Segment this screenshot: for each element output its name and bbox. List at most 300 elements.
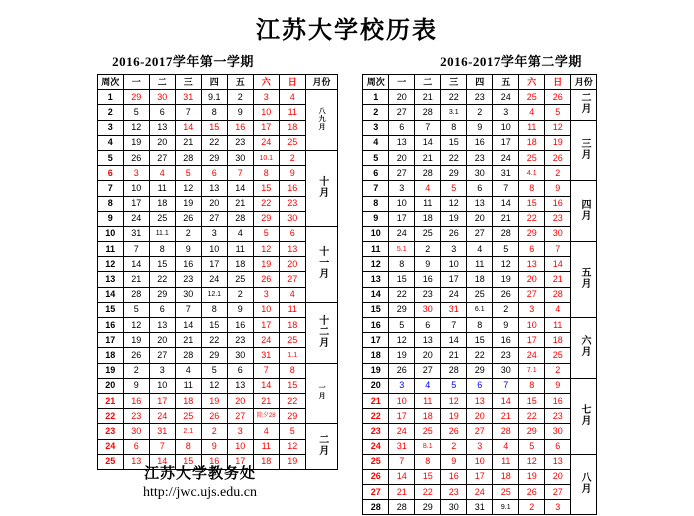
- day-cell: 23: [279, 196, 305, 211]
- day-cell: 19: [519, 469, 545, 484]
- day-cell: 18: [253, 454, 279, 469]
- day-cell: 7: [493, 378, 519, 393]
- column-header-6: 六: [253, 75, 279, 90]
- table-row: [97, 242, 338, 257]
- week-number-cell: 28: [363, 500, 389, 515]
- day-cell: 18: [415, 409, 441, 424]
- table-row: [363, 257, 597, 272]
- day-cell: 7.1: [519, 363, 545, 378]
- week-number-cell: 21: [97, 393, 123, 408]
- footer-url: http://jwc.ujs.edu.cn: [143, 485, 257, 500]
- day-cell: 23: [123, 409, 149, 424]
- day-cell: 14: [493, 196, 519, 211]
- day-cell: 3: [519, 302, 545, 317]
- table-row: [97, 226, 338, 241]
- day-cell: 15: [253, 181, 279, 196]
- day-cell: 24: [253, 135, 279, 150]
- day-cell: 19: [123, 135, 149, 150]
- day-cell: 11: [253, 439, 279, 454]
- column-header-5: 五: [493, 75, 519, 90]
- day-cell: 22: [201, 135, 227, 150]
- week-number-cell: 6: [363, 166, 389, 181]
- day-cell: 10: [467, 454, 493, 469]
- table-row: [363, 348, 597, 363]
- day-cell: 17: [519, 333, 545, 348]
- day-cell: 10: [519, 318, 545, 333]
- day-cell: 19: [253, 257, 279, 272]
- day-cell: 28: [175, 348, 201, 363]
- table-row: [97, 181, 338, 196]
- day-cell: 21: [253, 393, 279, 408]
- day-cell: 24: [149, 409, 175, 424]
- day-cell: 12: [519, 454, 545, 469]
- day-cell: 7: [253, 363, 279, 378]
- day-cell: 30: [467, 166, 493, 181]
- footer-org: 江苏大学教务处: [143, 466, 256, 482]
- week-number-cell: 13: [363, 272, 389, 287]
- day-cell: 3: [441, 242, 467, 257]
- day-cell: 16: [227, 318, 253, 333]
- month-label-cell: 五月: [571, 242, 597, 318]
- week-number-cell: 9: [97, 211, 123, 226]
- month-label-cell: 八九月: [305, 90, 338, 151]
- day-cell: 7: [493, 181, 519, 196]
- day-cell: 22: [467, 348, 493, 363]
- column-header-8: 月份: [305, 75, 338, 90]
- day-cell: 27: [201, 211, 227, 226]
- day-cell: 24: [519, 348, 545, 363]
- day-cell: 3: [253, 90, 279, 105]
- day-cell: 25: [415, 424, 441, 439]
- day-cell: 12.1: [201, 287, 227, 302]
- day-cell: 17: [389, 409, 415, 424]
- day-cell: 29: [519, 226, 545, 241]
- table-row: [97, 196, 338, 211]
- day-cell: 3: [389, 378, 415, 393]
- day-cell: 4: [467, 242, 493, 257]
- day-cell: 18: [279, 318, 305, 333]
- day-cell: 10: [227, 439, 253, 454]
- table-row: [363, 226, 597, 241]
- day-cell: 11: [467, 257, 493, 272]
- table-row: [363, 485, 597, 500]
- day-cell: 8: [415, 454, 441, 469]
- week-number-cell: 15: [363, 302, 389, 317]
- day-cell: 28: [389, 500, 415, 515]
- table-row: [363, 439, 597, 454]
- semester-2-title: 2016-2017学年第二学期: [440, 54, 582, 69]
- day-cell: 18: [545, 333, 571, 348]
- day-cell: 6: [201, 166, 227, 181]
- day-cell: 11: [493, 454, 519, 469]
- day-cell: 7: [123, 242, 149, 257]
- table-row: [363, 272, 597, 287]
- day-cell: 10: [389, 196, 415, 211]
- day-cell: 2: [415, 242, 441, 257]
- day-cell: 21: [545, 272, 571, 287]
- day-cell: 22: [253, 196, 279, 211]
- day-cell: 4: [175, 363, 201, 378]
- day-cell: 14: [123, 257, 149, 272]
- day-cell: 12: [279, 439, 305, 454]
- semester-titles: [27, 51, 667, 70]
- day-cell: 17: [253, 318, 279, 333]
- week-number-cell: 8: [97, 196, 123, 211]
- day-cell: 25: [519, 150, 545, 165]
- day-cell: 26: [545, 90, 571, 105]
- week-number-cell: 25: [363, 454, 389, 469]
- day-cell: 6: [545, 439, 571, 454]
- day-cell: 22: [279, 393, 305, 408]
- day-cell: 20: [149, 333, 175, 348]
- day-cell: 29: [123, 90, 149, 105]
- day-cell: 21: [493, 211, 519, 226]
- day-cell: 31: [389, 439, 415, 454]
- day-cell: 29: [149, 287, 175, 302]
- day-cell: 14: [389, 469, 415, 484]
- day-cell: 21: [415, 150, 441, 165]
- day-cell: 19: [441, 211, 467, 226]
- day-cell: 7: [227, 166, 253, 181]
- day-cell: 30: [227, 150, 253, 165]
- day-cell: 23: [545, 211, 571, 226]
- day-cell: 4: [149, 166, 175, 181]
- month-label-cell: 一月: [305, 363, 338, 424]
- day-cell: 12: [201, 378, 227, 393]
- day-cell: 29: [279, 409, 305, 424]
- month-label-cell: 二月: [571, 90, 597, 120]
- day-cell: 14: [253, 378, 279, 393]
- month-label-cell: 十二月: [305, 302, 338, 363]
- day-cell: 3: [227, 424, 253, 439]
- day-cell: 3: [545, 500, 571, 515]
- day-cell: 16: [545, 393, 571, 408]
- column-header-8: 月份: [571, 75, 597, 90]
- week-number-cell: 3: [363, 120, 389, 135]
- day-cell: 21: [175, 333, 201, 348]
- day-cell: 12: [175, 181, 201, 196]
- day-cell: 27: [389, 105, 415, 120]
- column-header-1: 一: [389, 75, 415, 90]
- day-cell: 9: [493, 318, 519, 333]
- day-cell: 15: [519, 196, 545, 211]
- month-label-cell: 四月: [571, 181, 597, 242]
- day-cell: 21: [493, 409, 519, 424]
- day-cell: 5: [545, 105, 571, 120]
- day-cell: 5: [441, 378, 467, 393]
- table-row: [363, 242, 597, 257]
- day-cell: 24: [389, 226, 415, 241]
- table-row: [363, 211, 597, 226]
- day-cell: 3: [467, 439, 493, 454]
- day-cell: 20: [467, 211, 493, 226]
- week-number-cell: 12: [363, 257, 389, 272]
- day-cell: 22: [441, 90, 467, 105]
- table-row: [97, 257, 338, 272]
- day-cell: 12: [493, 257, 519, 272]
- week-number-cell: 10: [97, 226, 123, 241]
- day-cell: 23: [227, 333, 253, 348]
- table-row: [363, 135, 597, 150]
- week-number-cell: 25: [97, 454, 123, 469]
- day-cell: 31: [467, 500, 493, 515]
- day-cell: 10: [149, 378, 175, 393]
- day-cell: 9: [545, 181, 571, 196]
- day-cell: 30: [493, 363, 519, 378]
- table-row: [97, 393, 338, 408]
- day-cell: 1.1: [279, 348, 305, 363]
- day-cell: 22: [149, 272, 175, 287]
- table-row: [97, 105, 338, 120]
- day-cell: 25: [493, 485, 519, 500]
- day-cell: 27: [279, 272, 305, 287]
- day-cell: 19: [545, 135, 571, 150]
- week-number-cell: 5: [363, 150, 389, 165]
- day-cell: 11: [149, 181, 175, 196]
- day-cell: 26: [123, 150, 149, 165]
- day-cell: 15: [201, 120, 227, 135]
- day-cell: 19: [123, 333, 149, 348]
- day-cell: 9: [279, 166, 305, 181]
- day-cell: 12: [441, 196, 467, 211]
- day-cell: 2.1: [175, 424, 201, 439]
- month-label-cell: 二月: [305, 424, 338, 470]
- table-row: [363, 105, 597, 120]
- day-cell: 25: [279, 333, 305, 348]
- month-label-cell: 六月: [571, 318, 597, 379]
- day-cell: 15: [415, 469, 441, 484]
- calendar-tables: [0, 74, 694, 515]
- day-cell: 5: [389, 318, 415, 333]
- day-cell: 6: [149, 302, 175, 317]
- day-cell: 8: [441, 120, 467, 135]
- day-cell: 27: [415, 363, 441, 378]
- day-cell: 4: [253, 424, 279, 439]
- day-cell: 24: [493, 90, 519, 105]
- day-cell: 8: [201, 105, 227, 120]
- column-header-4: 四: [467, 75, 493, 90]
- day-cell: 10.1: [253, 150, 279, 165]
- column-header-5: 五: [227, 75, 253, 90]
- day-cell: 23: [545, 409, 571, 424]
- day-cell: 7: [545, 242, 571, 257]
- week-number-cell: 23: [363, 424, 389, 439]
- table-row: [363, 166, 597, 181]
- week-number-cell: 11: [97, 242, 123, 257]
- table-row: [363, 469, 597, 484]
- day-cell: 18: [519, 135, 545, 150]
- day-cell: 3: [493, 105, 519, 120]
- day-cell: 9: [441, 454, 467, 469]
- day-cell: 28: [415, 105, 441, 120]
- table-row: [363, 287, 597, 302]
- day-cell: 13: [415, 333, 441, 348]
- week-number-cell: 2: [363, 105, 389, 120]
- day-cell: 27: [149, 150, 175, 165]
- day-cell: 5.1: [389, 242, 415, 257]
- day-cell: 9: [227, 302, 253, 317]
- day-cell: 5: [253, 226, 279, 241]
- day-cell: 4: [279, 287, 305, 302]
- day-cell: 20: [545, 469, 571, 484]
- day-cell: 6.1: [467, 302, 493, 317]
- day-cell: 10: [493, 120, 519, 135]
- day-cell: 2: [545, 363, 571, 378]
- day-cell: 4: [279, 90, 305, 105]
- table-row: [363, 196, 597, 211]
- day-cell: 7: [441, 318, 467, 333]
- day-cell: 4: [415, 378, 441, 393]
- week-number-cell: 17: [97, 333, 123, 348]
- day-cell: 14: [227, 181, 253, 196]
- week-number-cell: 23: [97, 424, 123, 439]
- day-cell: 20: [519, 272, 545, 287]
- week-number-cell: 13: [97, 272, 123, 287]
- day-cell: 16: [441, 469, 467, 484]
- day-cell: 10: [253, 302, 279, 317]
- week-number-cell: 1: [97, 90, 123, 105]
- day-cell: 6: [279, 226, 305, 241]
- day-cell: 23: [415, 287, 441, 302]
- day-cell: 26: [175, 211, 201, 226]
- day-cell: 17: [493, 135, 519, 150]
- column-header-3: 三: [441, 75, 467, 90]
- day-cell: 28: [123, 287, 149, 302]
- day-cell: 21: [175, 135, 201, 150]
- day-cell: 24: [123, 211, 149, 226]
- day-cell: 23: [175, 272, 201, 287]
- day-cell: 11: [279, 302, 305, 317]
- day-cell: 8: [389, 257, 415, 272]
- day-cell: 25: [175, 409, 201, 424]
- day-cell: 20: [389, 150, 415, 165]
- day-cell: 15: [201, 318, 227, 333]
- day-cell: 24: [467, 485, 493, 500]
- day-cell: 26: [441, 424, 467, 439]
- week-number-cell: 16: [97, 318, 123, 333]
- table-row: [97, 333, 338, 348]
- table-row: [363, 409, 597, 424]
- day-cell: 11: [545, 318, 571, 333]
- day-cell: 5: [493, 242, 519, 257]
- column-header-2: 二: [149, 75, 175, 90]
- week-number-cell: 22: [97, 409, 123, 424]
- day-cell: 29: [441, 166, 467, 181]
- week-number-cell: 12: [97, 257, 123, 272]
- day-cell: 5: [123, 105, 149, 120]
- day-cell: 5: [175, 166, 201, 181]
- day-cell: 17: [123, 196, 149, 211]
- day-cell: 5: [519, 439, 545, 454]
- day-cell: 16: [123, 393, 149, 408]
- day-cell: 17: [149, 393, 175, 408]
- day-cell: 13: [279, 242, 305, 257]
- day-cell: 18: [279, 120, 305, 135]
- day-cell: 19: [441, 409, 467, 424]
- day-cell: 15: [175, 454, 201, 469]
- day-cell: 13: [519, 257, 545, 272]
- day-cell: 8: [253, 166, 279, 181]
- day-cell: 21: [227, 196, 253, 211]
- day-cell: 25: [467, 287, 493, 302]
- day-cell: 3: [123, 166, 149, 181]
- day-cell: 24: [389, 424, 415, 439]
- day-cell: 4: [415, 181, 441, 196]
- column-header-3: 三: [175, 75, 201, 90]
- day-cell: 13: [123, 454, 149, 469]
- week-number-cell: 10: [363, 226, 389, 241]
- table-row: [97, 150, 338, 165]
- day-cell: 9: [545, 378, 571, 393]
- table-row: [97, 272, 338, 287]
- day-cell: 28: [493, 226, 519, 241]
- day-cell: 21: [123, 272, 149, 287]
- day-cell: 9.1: [201, 90, 227, 105]
- column-header-0: 周次: [363, 75, 389, 90]
- day-cell: 22: [389, 287, 415, 302]
- day-cell: 29: [201, 150, 227, 165]
- week-number-cell: 17: [363, 333, 389, 348]
- day-cell: 14: [175, 120, 201, 135]
- day-cell: 11: [175, 378, 201, 393]
- table-row: [363, 424, 597, 439]
- day-cell: 31: [493, 166, 519, 181]
- day-cell: 30: [279, 211, 305, 226]
- table-row: [363, 302, 597, 317]
- day-cell: 15: [467, 333, 493, 348]
- day-cell: 11: [415, 196, 441, 211]
- week-number-cell: 3: [97, 120, 123, 135]
- day-cell: 3: [201, 226, 227, 241]
- day-cell: 11: [279, 105, 305, 120]
- column-header-4: 四: [201, 75, 227, 90]
- day-cell: 17: [389, 211, 415, 226]
- day-cell: 10: [201, 242, 227, 257]
- day-cell: 25: [227, 272, 253, 287]
- day-cell: 7: [175, 105, 201, 120]
- day-cell: 29: [389, 302, 415, 317]
- day-cell: 29: [253, 211, 279, 226]
- day-cell: 11: [227, 242, 253, 257]
- day-cell: 16: [493, 333, 519, 348]
- day-cell: 27: [149, 348, 175, 363]
- day-cell: 13: [467, 196, 493, 211]
- table-row: [97, 378, 338, 393]
- day-cell: 30: [441, 500, 467, 515]
- day-cell: 26: [519, 485, 545, 500]
- week-number-cell: 24: [363, 439, 389, 454]
- week-number-cell: 2: [97, 105, 123, 120]
- table-row: [97, 302, 338, 317]
- table-row: [363, 120, 597, 135]
- table-row: [97, 120, 338, 135]
- day-cell: 27: [545, 485, 571, 500]
- day-cell: 18: [415, 211, 441, 226]
- day-cell: 31: [441, 302, 467, 317]
- day-cell: 19: [493, 272, 519, 287]
- day-cell: 22: [441, 150, 467, 165]
- day-cell: 6: [415, 318, 441, 333]
- week-number-cell: 7: [363, 181, 389, 196]
- day-cell: 12: [123, 120, 149, 135]
- day-cell: 18: [175, 393, 201, 408]
- day-cell: 2: [227, 90, 253, 105]
- table-row: [363, 90, 597, 105]
- day-cell: 17: [467, 469, 493, 484]
- day-cell: 29: [519, 424, 545, 439]
- day-cell: 4: [545, 302, 571, 317]
- day-cell: 30: [545, 226, 571, 241]
